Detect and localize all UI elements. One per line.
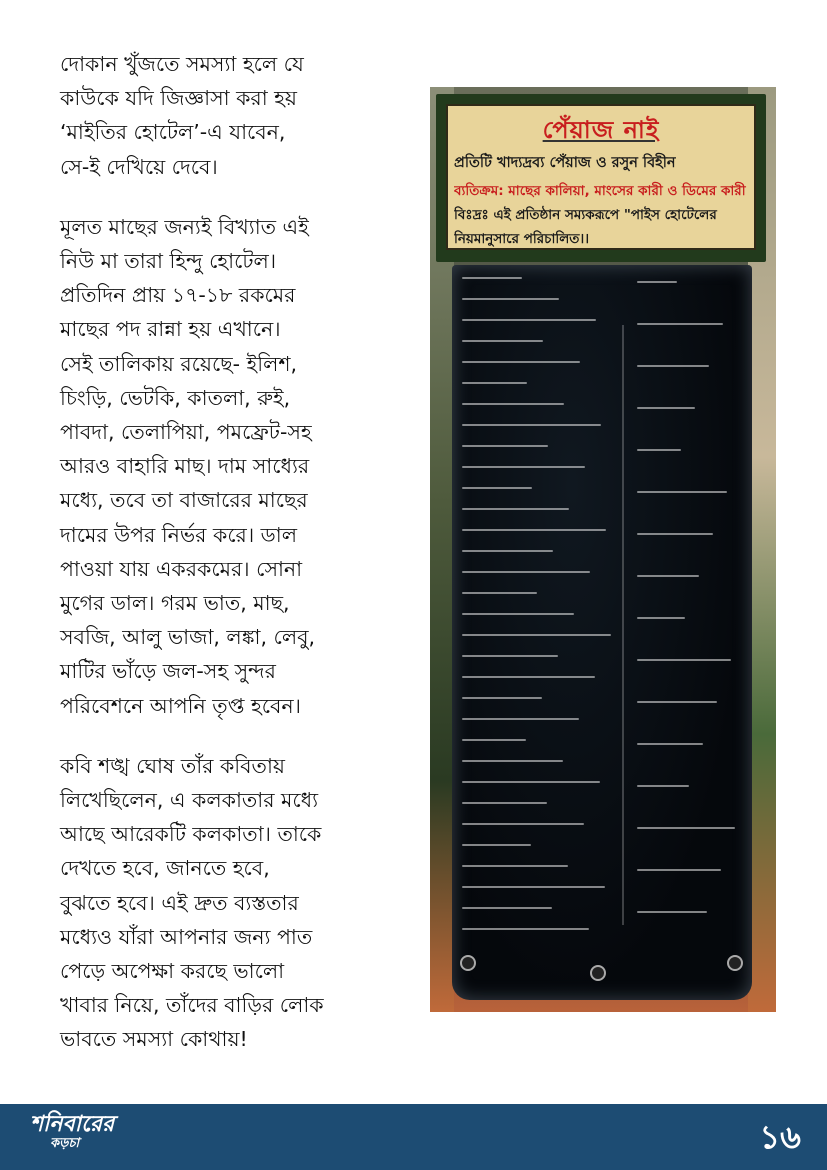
chalk-writing [462, 739, 526, 741]
chalk-writing [637, 407, 695, 409]
chalk-writing [637, 533, 713, 535]
text-line: সেই তালিকায় রয়েছে- ইলিশ, [60, 351, 297, 376]
chalk-writing [637, 827, 735, 829]
chalk-writing [637, 281, 677, 283]
chalk-writing [462, 760, 563, 762]
sign-line: ব্যতিক্রম: মাছের কালিয়া, মাংসের কারী ও ডিমের কারী [454, 183, 746, 199]
chalk-writing [637, 869, 721, 871]
text-line: পেড়ে অপেক্ষা করছে ভালো [60, 959, 285, 984]
chalk-writing [637, 575, 699, 577]
logo-sub: কড়চা [50, 1136, 80, 1151]
page-footer [0, 1104, 827, 1170]
text-line: নিউ মা তারা হিন্দু হোটেল। [60, 249, 277, 274]
chalk-menu-board [452, 265, 752, 1000]
chalk-writing [462, 445, 548, 447]
text-line: আরও বাহারি মাছ। দাম সাধ্যের [60, 454, 310, 479]
chalk-writing [462, 298, 559, 300]
chalk-writing [462, 382, 527, 384]
chalk-writing [637, 491, 727, 493]
chalk-writing [462, 886, 605, 888]
text-line: পাবদা, তেলাপিয়া, পমফ্রেট-সহ [60, 420, 312, 445]
paragraph-3 [60, 749, 390, 1057]
chalk-writing [637, 617, 685, 619]
chalk-writing [462, 697, 542, 699]
chalk-writing [462, 340, 543, 342]
sign-panel [446, 104, 756, 250]
chalk-writing [462, 508, 569, 510]
text-line: ভাবতে সমস্যা কোথায়! [60, 1027, 248, 1052]
text-line: সে-ই দেখিয়ে দেবে। [60, 154, 218, 179]
chalk-writing [462, 907, 552, 909]
paragraph-1 [60, 47, 390, 184]
text-line: কাউকে যদি জিজ্ঞাসা করা হয় [60, 86, 298, 111]
text-line: খাবার নিয়ে, তাঁদের বাড়ির লোক [60, 993, 324, 1018]
sign-title: পেঁয়াজ নাই [542, 116, 660, 144]
chalk-writing [462, 865, 568, 867]
text-line: মুগের ডাল। গরম ভাত, মাছ, [60, 591, 290, 616]
chalk-writing [637, 659, 731, 661]
text-line: দামের উপর নির্ভর করে। ডাল [60, 522, 297, 547]
chalk-writing [637, 785, 689, 787]
chalk-writing [462, 487, 532, 489]
chalk-writing [462, 928, 589, 930]
logo-main: শনিবারের [30, 1111, 115, 1137]
page-number: ১৬ [759, 1118, 801, 1156]
chalk-writing [462, 655, 558, 657]
chalk-writing [462, 844, 531, 846]
chalk-writing [637, 323, 723, 325]
board-hole [727, 955, 743, 971]
text-line: মধ্যে, তবে তা বাজারের মাছের [60, 488, 308, 513]
chalk-writing [637, 365, 709, 367]
sign-line: প্রতিটি খাদ্যদ্রব্য পেঁয়াজ ও রসুন বিহীন [454, 155, 676, 171]
sign-line: বিঃদ্রঃ এই প্রতিষ্ঠান সম্যকরূপে "পাইস হোটেলের [454, 207, 717, 223]
chalk-writing [462, 319, 596, 321]
chalk-writing [637, 449, 681, 451]
sign-line: নিয়মানুসারে পরিচালিত।। [454, 231, 590, 247]
board-hole [590, 965, 606, 981]
text-line: দেখতে হবে, জানতে হবে, [60, 856, 270, 881]
chalk-writing [462, 571, 590, 573]
chalk-writing [462, 550, 553, 552]
chalk-writing [462, 613, 574, 615]
chalk-writing [462, 781, 600, 783]
text-line: আছে আরেকটি কলকাতা। তাকে [60, 822, 322, 847]
chalk-writing [462, 592, 537, 594]
board-divider [622, 325, 624, 925]
text-line: ‘মাইতির হোটেল’-এ যাবেন, [60, 120, 286, 145]
chalk-writing [462, 823, 584, 825]
text-line: কবি শঙ্খ ঘোষ তাঁর কবিতায় [60, 753, 285, 778]
chalk-writing [462, 277, 522, 279]
chalk-writing [637, 911, 707, 913]
article-body [60, 47, 390, 1083]
chalk-writing [462, 403, 564, 405]
board-hole [460, 955, 476, 971]
text-line: মূলত মাছের জন্যই বিখ্যাত এই [60, 214, 309, 239]
text-line: লিখেছিলেন, এ কলকাতার মধ্যে [60, 788, 319, 813]
text-line: চিংড়ি, ভেটকি, কাতলা, রুই, [60, 385, 291, 410]
text-line: মধ্যেও যাঁরা আপনার জন্য পাত [60, 924, 313, 949]
text-line: প্রতিদিন প্রায় ১৭-১৮ রকমের [60, 283, 296, 308]
chalk-writing [462, 424, 601, 426]
chalk-writing [637, 701, 717, 703]
magazine-logo [30, 1111, 115, 1162]
text-line: দোকান খুঁজতে সমস্যা হলে যে [60, 52, 304, 76]
menu-board-photo [430, 87, 776, 1012]
chalk-writing [462, 466, 585, 468]
chalk-writing [462, 676, 595, 678]
text-line: মাটির ভাঁড়ে জল-সহ সুন্দর [60, 659, 276, 684]
chalk-writing [462, 802, 547, 804]
no-onion-sign [436, 94, 766, 262]
text-line: বুঝতে হবে। এই দ্রুত ব্যস্ততার [60, 890, 299, 915]
text-line: পাওয়া যায় একরকমের। সোনা [60, 556, 303, 581]
text-line: সবজি, আলু ভাজা, লঙ্কা, লেবু, [60, 625, 316, 650]
chalk-writing [462, 361, 580, 363]
chalk-writing [462, 529, 606, 531]
chalk-writing [462, 634, 611, 636]
text-line: পরিবেশনে আপনি তৃপ্ত হবেন। [60, 693, 301, 718]
chalk-writing [462, 718, 579, 720]
paragraph-2 [60, 210, 390, 723]
text-line: মাছের পদ রান্না হয় এখানে। [60, 317, 281, 342]
chalk-writing [637, 743, 703, 745]
